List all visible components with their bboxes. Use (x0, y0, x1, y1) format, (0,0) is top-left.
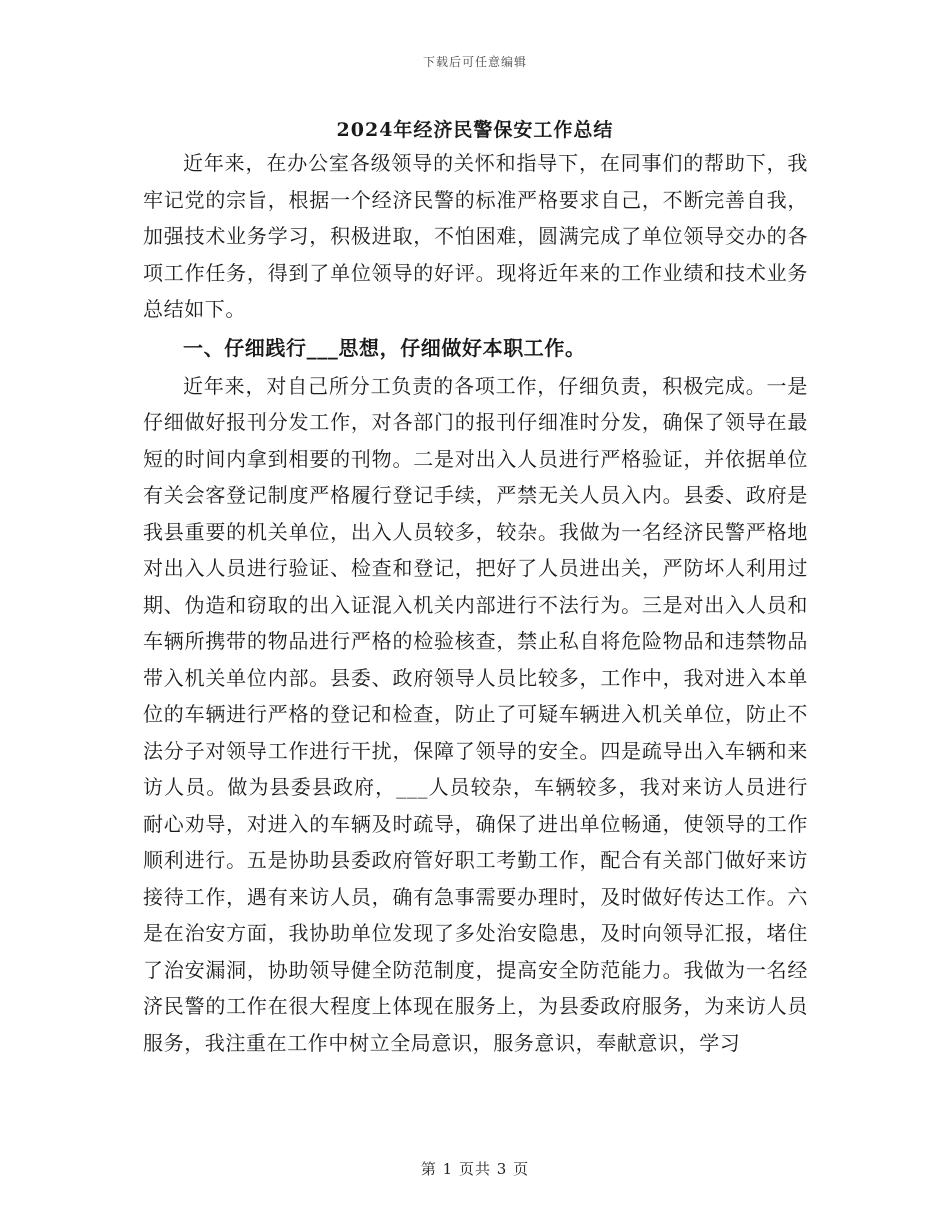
page-number: 第 1 页共 3 页 (420, 1160, 530, 1178)
document-body (143, 145, 808, 1061)
intro-paragraph: 近年来，在办公室各级领导的关怀和指导下，在同事们的帮助下，我牢记党的宗旨，根据一个经济民警的标准严格要求自己，不断完善自我，加强技术业务学习，积极进取，不怕困难，圆满完成了单位领导交办的各项工作任务，得到了单位领导的好评。现将近年来的工作业绩和技术业务总结如下。 (143, 151, 808, 321)
section-heading: 一、仔细践行___思想，仔细做好本职工作。 (183, 335, 586, 360)
document-title: 2024年经济民警保安工作总结 (336, 119, 614, 141)
section-paragraph: 近年来，对自己所分工负责的各项工作，仔细负责，积极完成。一是仔细做好报刊分发工作，对各部门的报刊仔细准时分发，确保了领导在最短的时间内拿到相要的刊物。二是对出入人员进行严格验证，并依据单位有关会客登记制度严格履行登记手续，严禁无关人员入内。县委、政府是我县重要的机关单位，出入人员较多，较杂。我做为一名经济民警严格地对出入人员进行验证、检查和登记，把好了人员进出关，严防坏人利用过期、伪造和窃取的出入证混入机关内部进行不法行为。三是对出入人员和车辆所携带的物品进行严格的检验核查，禁止私自将危险物品和违禁物品带入机关单位内部。县委、政府领导人员比较多，工作中，我对进入本单位的车辆进行严格的登记和检查，防止了可疑车辆进入机关单位，防止不法分子对领导工作进行干扰，保障了领导的安全。四是疏导出入车辆和来访人员。做为县委县政府，___人员较杂，车辆较多，我对来访人员进行耐心劝导，对进入的车辆及时疏导，确保了进出单位畅通，使领导的工作顺利进行。五是协助县委政府管好职工考勤工作，配合有关部门做好来访接待工作，遇有来访人员，确有急事需要办理时，及时做好传达工作。六是在治安方面，我协助单位发现了多处治安隐患，及时向领导汇报，堵住了治安漏洞，协助领导健全防范制度，提高安全防范能力。我做为一名经济民警的工作在很大程度上体现在服务上，为县委政府服务，为来访人员服务，我注重在工作中树立全局意识，服务意识，奉献意识，学习 (143, 373, 808, 1055)
header-note: 下载后可任意编辑 (422, 55, 527, 69)
